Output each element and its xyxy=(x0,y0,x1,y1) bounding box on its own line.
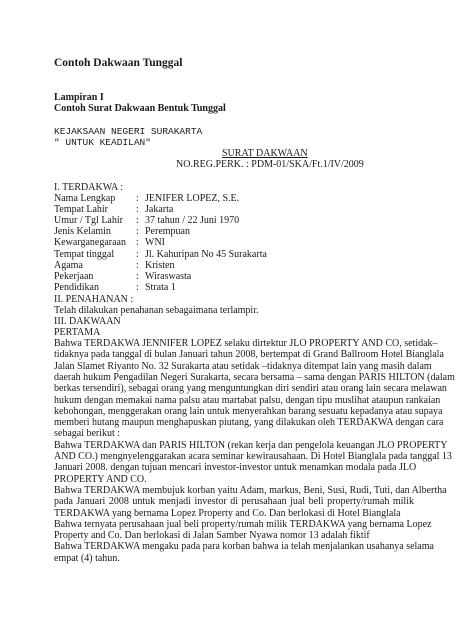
field-separator: : xyxy=(136,215,139,227)
field-label: Pendidikan xyxy=(54,281,99,293)
penahanan-text: Telah dilakukan penahanan sebagaimana terlampir. xyxy=(54,305,259,316)
field-value: JENIFER LOPEZ, S.E. xyxy=(145,193,240,204)
field-separator: : xyxy=(136,270,139,282)
field-label: Agama xyxy=(54,259,83,271)
body-line: sebagai berikut : xyxy=(54,428,121,440)
field-value: Jakarta xyxy=(145,204,174,216)
body-line: Bahwa TERDAKWA JENNIFER LOPEZ selaku dirtektur JLO PROPERTY AND CO, setidak– xyxy=(54,338,438,349)
body-line: PROPERTY AND CO. xyxy=(54,473,147,485)
body-line: Bahwa TERDAKWA membujuk korban yaitu Adam, markus, Beni, Susi, Rudi, Tuti, dan Albertha xyxy=(54,484,447,496)
body-line: Property and Co. Dan berlokasi di Jalan Samber Nyawa nomor 13 adalah fiktif xyxy=(54,530,370,542)
field-value: Perempuan xyxy=(145,226,190,238)
noreg-line: NO.REG.PERK. : PDM-01/SKA/Ft.1/IV/2009 xyxy=(176,159,364,170)
body-line: TERDAKWA yang bernama Lopez Property and Co. Dan berlokasi di Hotel Bianglala xyxy=(54,507,401,519)
document-heading: Contoh Dakwaan Tunggal xyxy=(54,57,183,69)
field-label: Umur / Tgl Lahir xyxy=(54,215,123,227)
field-separator: : xyxy=(136,193,139,204)
field-label: Tempat tinggal xyxy=(54,248,115,260)
body-line: tidaknya pada tanggal di bulan Januari tahun 2008, bertempat di Grand Ballroom Hotel Bianglala xyxy=(54,349,444,361)
pertama-label: PERTAMA xyxy=(54,327,101,338)
field-value: Strata 1 xyxy=(145,281,176,293)
field-label: Kewarganegaraan xyxy=(54,237,126,249)
field-value: Wiraswasta xyxy=(145,270,192,282)
field-value: 37 tahun / 22 Juni 1970 xyxy=(145,215,240,227)
body-line: hukum dengan memakai nama palsu atau martabat palsu, dengan tipu muslihat ataupun rankaian xyxy=(54,394,441,406)
lampiran-label: Lampiran I xyxy=(54,92,104,103)
field-separator: : xyxy=(136,281,139,293)
contoh-title: Contoh Surat Dakwaan Bentuk Tunggal xyxy=(54,103,226,114)
body-line: AND CO.) mengnyelenggarakan acara seminar kewirausahaan. Di Hotel Bianglala pada tanggal 13 xyxy=(54,451,452,462)
section-dakwaan: III. DAKWAAN xyxy=(54,316,121,327)
field-separator: : xyxy=(136,259,139,271)
field-separator: : xyxy=(136,248,139,260)
body-line: berkas tersendiri), sebagai orang yang menguntungkan diri sendiri atau orang lain secara melawan xyxy=(54,383,447,395)
field-value: Jl. Kahuripan No 45 Surakarta xyxy=(145,248,267,260)
body-line: Jalan Slamet Riyanto No. 32 Surakarta atau setidak –tidaknya ditempat lain yang masih dalam xyxy=(54,360,432,372)
section-penahanan: II. PENAHANAN : xyxy=(54,294,134,305)
body-line: Bahwa TERDAKWA mengaku pada para korban bahwa ia telah menjalankan usahanya selama xyxy=(54,541,434,553)
surat-dakwaan-title: SURAT DAKWAAN xyxy=(222,148,308,159)
field-label: Tempat Lahir xyxy=(54,204,108,216)
body-line: pada Januari 2008 untuk menjadi investor di perusahaan jual beli property/rumah milik xyxy=(54,496,414,508)
section-terdakwa: I. TERDAKWA : xyxy=(54,182,123,193)
field-label: Jenis Kelamin xyxy=(54,226,111,238)
body-line: Januari 2008. dengan tujuan mencari investor-investor untuk menamkan modala pada JLO xyxy=(54,462,417,474)
kejaksaan-name: KEJAKSAAN NEGERI SURAKARTA xyxy=(54,126,203,137)
field-separator: : xyxy=(136,226,139,238)
field-value: WNI xyxy=(145,237,165,249)
body-line: Bahwa ternyata perusahaan jual beli property/rumah milik TERDAKWA yang bernama Lopez xyxy=(54,518,432,530)
field-label: Nama Lengkap xyxy=(54,193,116,204)
field-separator: : xyxy=(136,237,139,249)
body-line: memberi hutang maupun menghapuskan piutang, yang dilakukan oleh TERDAKWA dengan cara xyxy=(54,417,444,429)
field-label: Pekerjaan xyxy=(54,270,94,282)
body-line: daerah hukum Pengadilan Negeri Surakarta, secara bersama – sama dengan PARIS HILTON (dalam xyxy=(54,371,455,383)
body-line: Bahwa TERDAKWA dan PARIS HILTON (rekan kerja dan pengelola keuangan JLO PROPERTY xyxy=(54,439,448,451)
field-value: Kristen xyxy=(145,259,175,271)
body-line: kebohongan, menggerakan orang lain untuk menyerahkan barang sesuatu kepadanya atau supaya xyxy=(54,405,443,417)
body-line: empat (4) tahun. xyxy=(54,552,120,564)
field-separator: : xyxy=(136,204,139,216)
kejaksaan-motto: " UNTUK KEADILAN" xyxy=(54,137,151,148)
